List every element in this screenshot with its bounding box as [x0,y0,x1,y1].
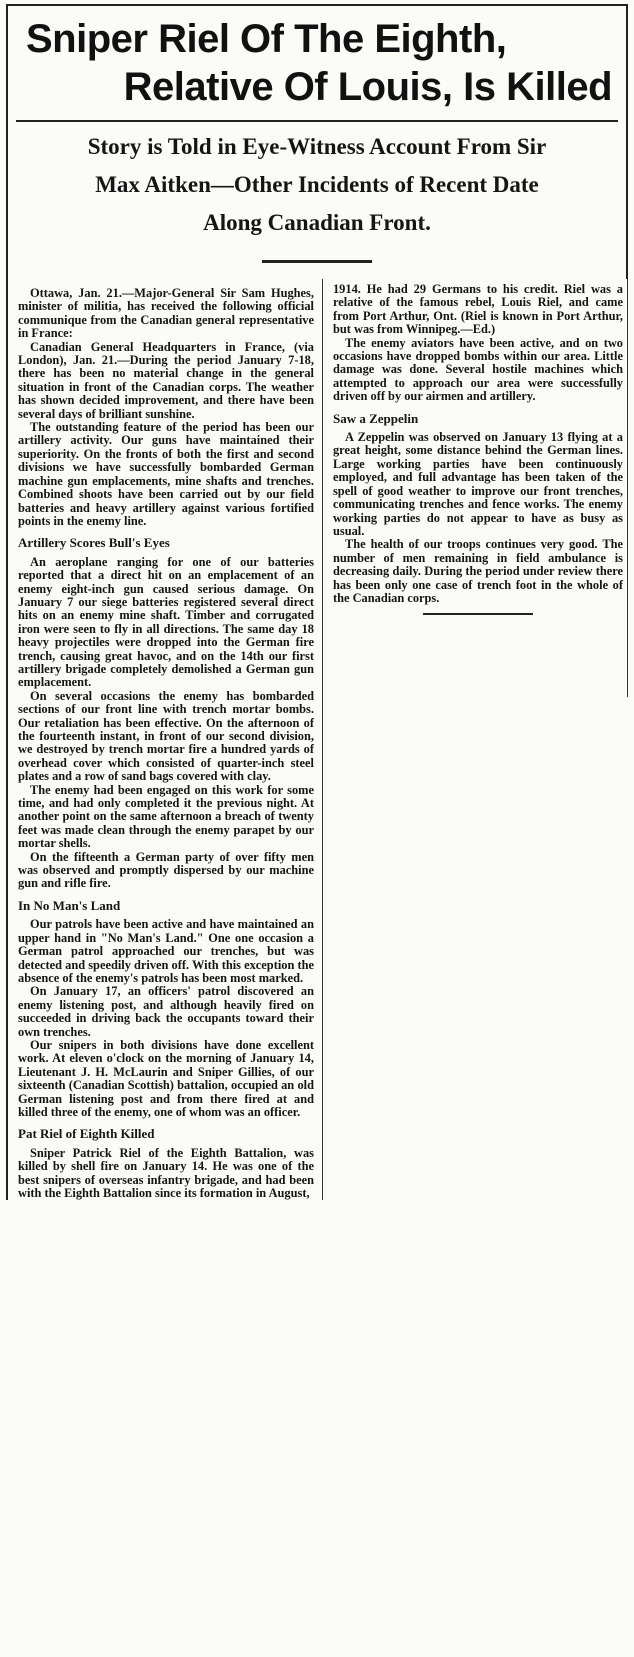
paragraph: The enemy aviators have been active, and on two occasions have dropped bombs within our area. Little damage was done. Several hostile machines which attempted to approach our area were successfully driven off by our airmen and artillery. [332,335,623,404]
paragraph: On several occasions the enemy has bombarded sections of our front line with trench mortar bombs. Our retaliation has been effective. On the afternoon of the fourteenth instant, in front of our second division, we destroyed by trench mortar fire a hundred yards of overhead cover which consisted of quarter-inch steel plates and a row of sand bags covered with clay. [18,688,314,784]
subheading-artillery: Artillery Scores Bull's Eyes [18,535,170,551]
paragraph: Ottawa, Jan. 21.—Major-General Sir Sam Hughes, minister of militia, has received the following official communique from the Canadian general representative in France: [18,286,314,341]
paragraph: The health of our troops continues very good. The number of men remaining in field ambulance is decreasing daily. During the period under review there has been only one case of trench foot in the whole of the Canadian corps. [332,537,623,605]
paragraph: Sniper Patrick Riel of the Eighth Battalion, was killed by shell fire on January 14. He was one of the best snipers of overseas infantry brigade, and had been with the Eighth Battalion since its formation in August, [18,1145,314,1200]
deck [16,122,618,242]
end-rule [423,613,533,615]
headline-line-2: Relative Of Louis, Is Killed [123,65,612,109]
deck-divider [262,260,372,263]
paragraph: An aeroplane ranging for one of our batteries reported that a direct hit on an emplacement of an enemy eight-inch gun caused serious damage. On January 7 our siege batteries registered several direct hits on an enemy mine shaft. Timber and corrugated iron were seen to fly in all directions. The same day 18 heavy projectiles were dropped into the German fire trench, causing great havoc, and on the 14th our first artillery brigade completely demolished a German gun emplacement. [18,554,314,690]
subheading-riel-killed: Pat Riel of Eighth Killed [18,1126,155,1142]
deck-line-1: Story is Told in Eye-Witness Account From Sir [87,134,547,159]
paragraph: On January 17, an officers' patrol discovered an enemy listening post, and although heavily fired on succeeded in driving back the occupants toward their own trenches. [18,984,314,1039]
paragraph: Canadian General Headquarters in France, (via London), Jan. 21.—During the period January 7-18, there has been no material change in the general situation in front of the Canadian corps. The weather has shown decided improvement, and there have been several days of brilliant sunshine. [18,339,314,421]
paragraph: 1914. He had 29 Germans to his credit. Riel was a relative of the famous rebel, Louis Riel, and came from Port Arthur, Ont. (Riel is known in Port Arthur, but was from Winnipeg.—Ed.) [332,282,623,337]
paragraph: Our snipers in both divisions have done excellent work. At eleven o'clock on the morning of January 14, Lieutenant J. H. McLaurin and Sniper Gillies, of our sixteenth (Canadian Scottish) battalion, occupied an old German listening post and from there fired at and killed three of the enemy, one of whom was an officer. [18,1037,314,1119]
paragraph: The outstanding feature of the period has been our artillery activity. Our guns have maintained their superiority. On the fronts of both the first and second divisions we have successfully bombarded German machine gun emplacements, mine shafts and trenches. Combined shoots have been carried out by our field batteries and heavy artillery against various fortified points in the enemy line. [18,420,314,528]
subheading-zeppelin: Saw a Zeppelin [332,410,419,426]
article-body [6,279,628,1200]
left-column [6,279,323,1200]
paragraph: On the fifteenth a German party of over fifty men was observed and promptly dispersed by our machine gun and rifle fire. [18,849,314,891]
headline-box [6,4,628,279]
deck-line-2: Max Aitken—Other Incidents of Recent Date [95,172,539,197]
right-column [323,279,628,697]
paragraph: A Zeppelin was observed on January 13 flying at a great height, some distance behind the German lines. Large working parties have been continuously employed, and full advantage has been taken of the spell of good weather to improve our front trenches, communicating trenches and fence works. The enemy working parties do not appear to have as busy as usual. [332,430,623,538]
headline-line-1: Sniper Riel Of The Eighth, [26,17,507,61]
deck-line-3: Along Canadian Front. [203,210,431,235]
subheading-no-mans-land: In No Man's Land [18,897,121,913]
paragraph: The enemy had been engaged on this work for some time, and had only completed it the previous night. At another point on the same afternoon a breach of twenty feet was made clean through the enemy parapet by our mortar shells. [18,782,314,851]
paragraph: Our patrols have been active and have maintained an upper hand in "No Man's Land." One one occasion a German patrol approached our trenches, but was detected and speedily driven off. With this exception the absence of the enemy's patrols has been most marked. [18,917,314,985]
